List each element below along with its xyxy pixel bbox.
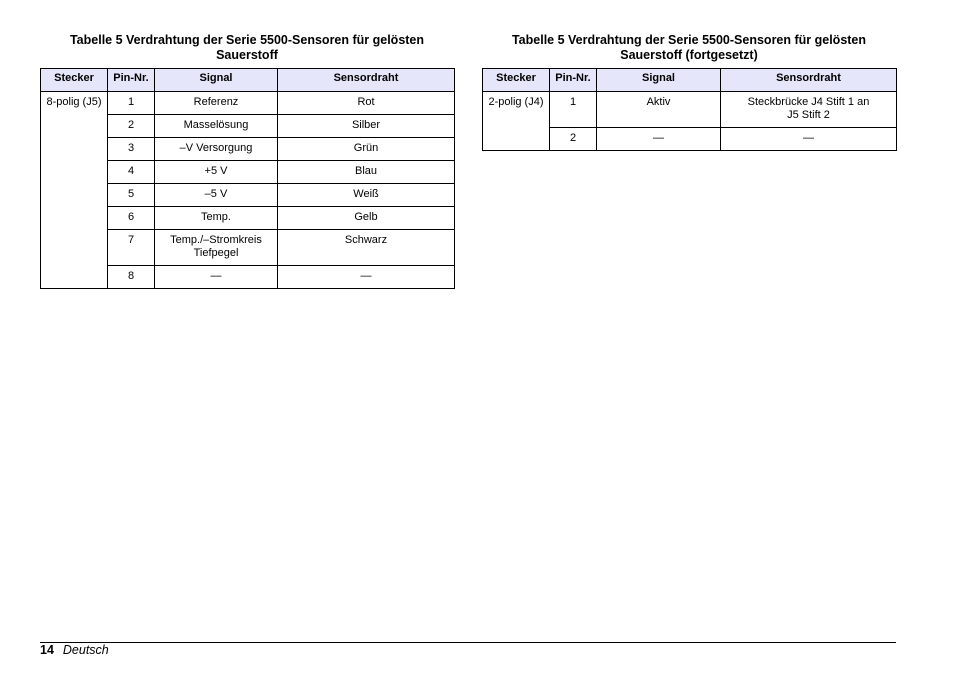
- header-sensordraht: Sensordraht: [721, 69, 897, 92]
- signal-cell: Referenz: [155, 92, 278, 115]
- table-header-row: [483, 69, 897, 92]
- caption-line-2: Sauerstoff: [216, 48, 278, 62]
- wire-cell: Grün: [278, 138, 455, 161]
- wire-cell: Gelb: [278, 207, 455, 230]
- wiring-table-left: [40, 68, 455, 289]
- wire-cell: Blau: [278, 161, 455, 184]
- table-header-row: [41, 69, 455, 92]
- wire-cell: Schwarz: [278, 230, 455, 266]
- pin-cell: 2: [550, 128, 597, 151]
- caption-line-1: Tabelle 5 Verdrahtung der Serie 5500-Sensoren für gelösten: [69, 33, 425, 47]
- header-sensordraht: Sensordraht: [278, 69, 455, 92]
- signal-cell: Temp./–Stromkreis Tiefpegel: [155, 230, 278, 266]
- pin-cell: 2: [108, 115, 155, 138]
- wire-cell: —: [721, 128, 897, 151]
- page-number: 14: [40, 643, 54, 657]
- caption-line-2: Sauerstoff (fortgesetzt): [620, 48, 758, 62]
- wire-cell: Rot: [278, 92, 455, 115]
- pin-cell: 1: [108, 92, 155, 115]
- pin-cell: 8: [108, 266, 155, 289]
- header-pin: Pin-Nr.: [550, 69, 597, 92]
- wire-cell: Silber: [278, 115, 455, 138]
- table-row: [41, 92, 455, 115]
- wire-cell: Steckbrücke J4 Stift 1 an J5 Stift 2: [721, 92, 897, 128]
- page-footer: [40, 643, 109, 658]
- connector-cell: 2-polig (J4): [483, 92, 550, 151]
- wire-cell: —: [278, 266, 455, 289]
- signal-cell: —: [155, 266, 278, 289]
- wiring-table-right: [482, 68, 897, 151]
- pin-cell: 5: [108, 184, 155, 207]
- signal-cell: Aktiv: [597, 92, 721, 128]
- wire-cell: Weiß: [278, 184, 455, 207]
- signal-cell: –V Versorgung: [155, 138, 278, 161]
- pin-cell: 4: [108, 161, 155, 184]
- header-pin: Pin-Nr.: [108, 69, 155, 92]
- header-stecker: Stecker: [483, 69, 550, 92]
- pin-cell: 1: [550, 92, 597, 128]
- table-caption-left: [40, 33, 454, 63]
- signal-cell: —: [597, 128, 721, 151]
- footer-language: Deutsch: [62, 643, 109, 657]
- pin-cell: 7: [108, 230, 155, 266]
- caption-line-1: Tabelle 5 Verdrahtung der Serie 5500-Sensoren für gelösten: [511, 33, 867, 47]
- pin-cell: 3: [108, 138, 155, 161]
- table-caption-right: [482, 33, 896, 63]
- pin-cell: 6: [108, 207, 155, 230]
- connector-cell: 8-polig (J5): [41, 92, 108, 289]
- header-signal: Signal: [597, 69, 721, 92]
- header-signal: Signal: [155, 69, 278, 92]
- signal-cell: Temp.: [155, 207, 278, 230]
- signal-cell: +5 V: [155, 161, 278, 184]
- footer-divider: [40, 642, 896, 643]
- table-row: [483, 92, 897, 128]
- header-stecker: Stecker: [41, 69, 108, 92]
- signal-cell: –5 V: [155, 184, 278, 207]
- signal-cell: Masselösung: [155, 115, 278, 138]
